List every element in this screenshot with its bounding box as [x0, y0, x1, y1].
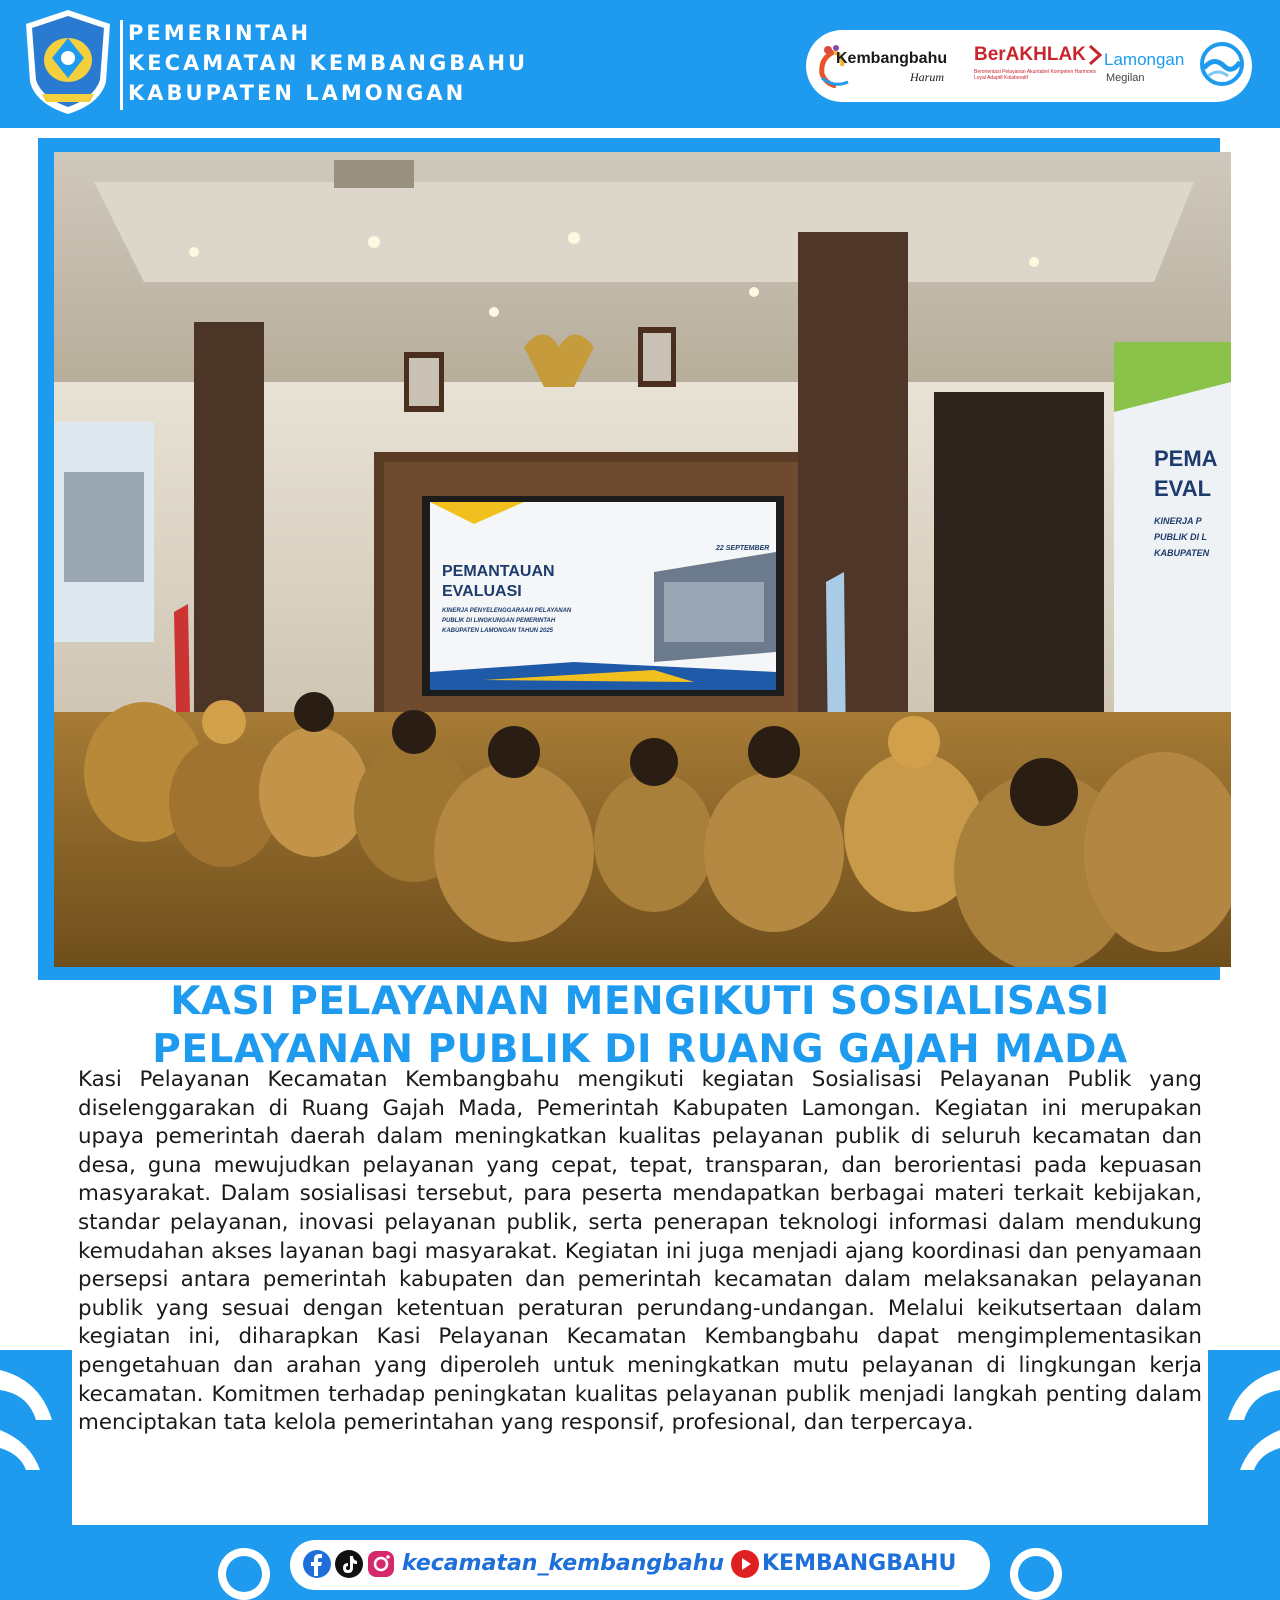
- side-screen-subtitle-line: KABUPATEN: [1154, 548, 1210, 558]
- slide-title-line1: PEMANTAUAN: [442, 563, 555, 580]
- lamongan-crest-icon: [22, 8, 114, 116]
- org-line: KABUPATEN LAMONGAN: [128, 81, 467, 105]
- organization-name: [128, 18, 528, 108]
- lamongan-megilan-logo: [1104, 36, 1244, 96]
- slide-subtitle-line: KABUPATEN LAMONGAN TAHUN 2025: [442, 628, 554, 634]
- slide-subtitle-line: KINERJA PENYELENGGARAAN PELAYANAN: [442, 608, 572, 614]
- meeting-hall-photo: [54, 152, 1231, 967]
- side-screen-subtitle-line: PUBLIK DI L: [1154, 532, 1207, 542]
- instagram-icon[interactable]: [366, 1549, 396, 1579]
- org-line: PEMERINTAH: [128, 21, 312, 45]
- berakhlak-logo-text: BerAKHLAK: [974, 44, 1086, 65]
- kembangbahu-logo-text: Kembangbahu: [836, 50, 948, 67]
- lamongan-logo-text: Lamongan: [1104, 50, 1185, 69]
- berakhlak-logo: [974, 44, 1104, 88]
- lamongan-logo-subtitle: Megilan: [1106, 72, 1145, 84]
- facebook-icon[interactable]: [302, 1549, 332, 1579]
- kembangbahu-logo-tag: Harum: [910, 70, 945, 84]
- slide-subtitle-line: PUBLIK DI LINGKUNGAN PEMERINTAH: [442, 618, 556, 624]
- social-handle[interactable]: kecamatan_kembangbahu: [402, 1551, 725, 1576]
- wave-icon: [1198, 36, 1244, 92]
- org-line: KECAMATAN KEMBANGBAHU: [128, 51, 529, 75]
- slide-title-line2: EVALUASI: [442, 583, 522, 600]
- side-screen-subtitle-line: KINERJA P: [1154, 516, 1202, 526]
- title-line: PELAYANAN PUBLIK DI RUANG GAJAH MADA: [152, 1027, 1128, 1072]
- footer-circle-ornament: [1010, 1548, 1062, 1600]
- side-screen-title-line2: EVAL: [1154, 476, 1212, 501]
- berakhlak-logo-subtitle: Berorientasi Pelayanan Akuntabel Kompeten Harmonis Loyal Adaptif Kolaboratif: [974, 69, 1097, 81]
- header-banner: [0, 0, 1280, 128]
- youtube-icon[interactable]: [730, 1549, 760, 1579]
- tiktok-icon[interactable]: [334, 1549, 364, 1579]
- partner-logos: [806, 30, 1252, 102]
- header-divider: [120, 20, 123, 110]
- article-title: [40, 978, 1240, 1074]
- youtube-handle[interactable]: KEMBANGBAHU: [762, 1551, 957, 1576]
- chevron-right-icon: [1088, 44, 1102, 66]
- side-screen-title-line1: PEMA: [1154, 446, 1218, 471]
- article-body: Kasi Pelayanan Kecamatan Kembangbahu mengikuti kegiatan Sosialisasi Pelayanan Publik yang diselenggarakan di Ruang Gajah Mada, Pemerintah Kabupaten Lamongan. Kegiatan ini merupakan upaya pemerintah daerah dalam meningkatkan kualitas pelayanan publik di seluruh kecamatan dan desa, guna mewujudkan pelayanan yang cepat, tepat, transparan, dan berorientasi pada kepuasan masyarakat. Dalam sosialisasi tersebut, para peserta mendapatkan berbagai materi terkait kebijakan, standar pelayanan, inovasi pelayanan publik, serta penerapan teknologi informasi dalam mendukung kemudahan akses layanan bagi masyarakat. Kegiatan ini juga menjadi ajang koordinasi dan penyamaan persepsi antara pemerintah kabupaten dan pemerintah kecamatan dalam melaksanakan pelayanan publik yang sesuai dengan ketentuan peraturan perundang-undangan. Melalui keikutsertaan dalam kegiatan ini, diharapkan Kasi Pelayanan Kecamatan Kembangbahu dapat mengimplementasikan pengetahuan dan arahan yang diperoleh untuk meningkatkan mutu pelayanan di lingkungan kerja kecamatan. Komitmen terhadap peningkatan kualitas pelayanan publik menjadi langkah penting dalam menciptakan tata kelola pemerintahan yang responsif, profesional, dan terpercaya.: [78, 1067, 1202, 1436]
- photo-illustration: [54, 152, 1231, 967]
- footer-circle-ornament: [218, 1548, 270, 1600]
- slide-date: 22 SEPTEMBER: [716, 545, 770, 552]
- social-media-bar: [290, 1540, 990, 1590]
- title-line: KASI PELAYANAN MENGIKUTI SOSIALISASI: [170, 979, 1110, 1024]
- kembangbahu-logo: [814, 38, 974, 94]
